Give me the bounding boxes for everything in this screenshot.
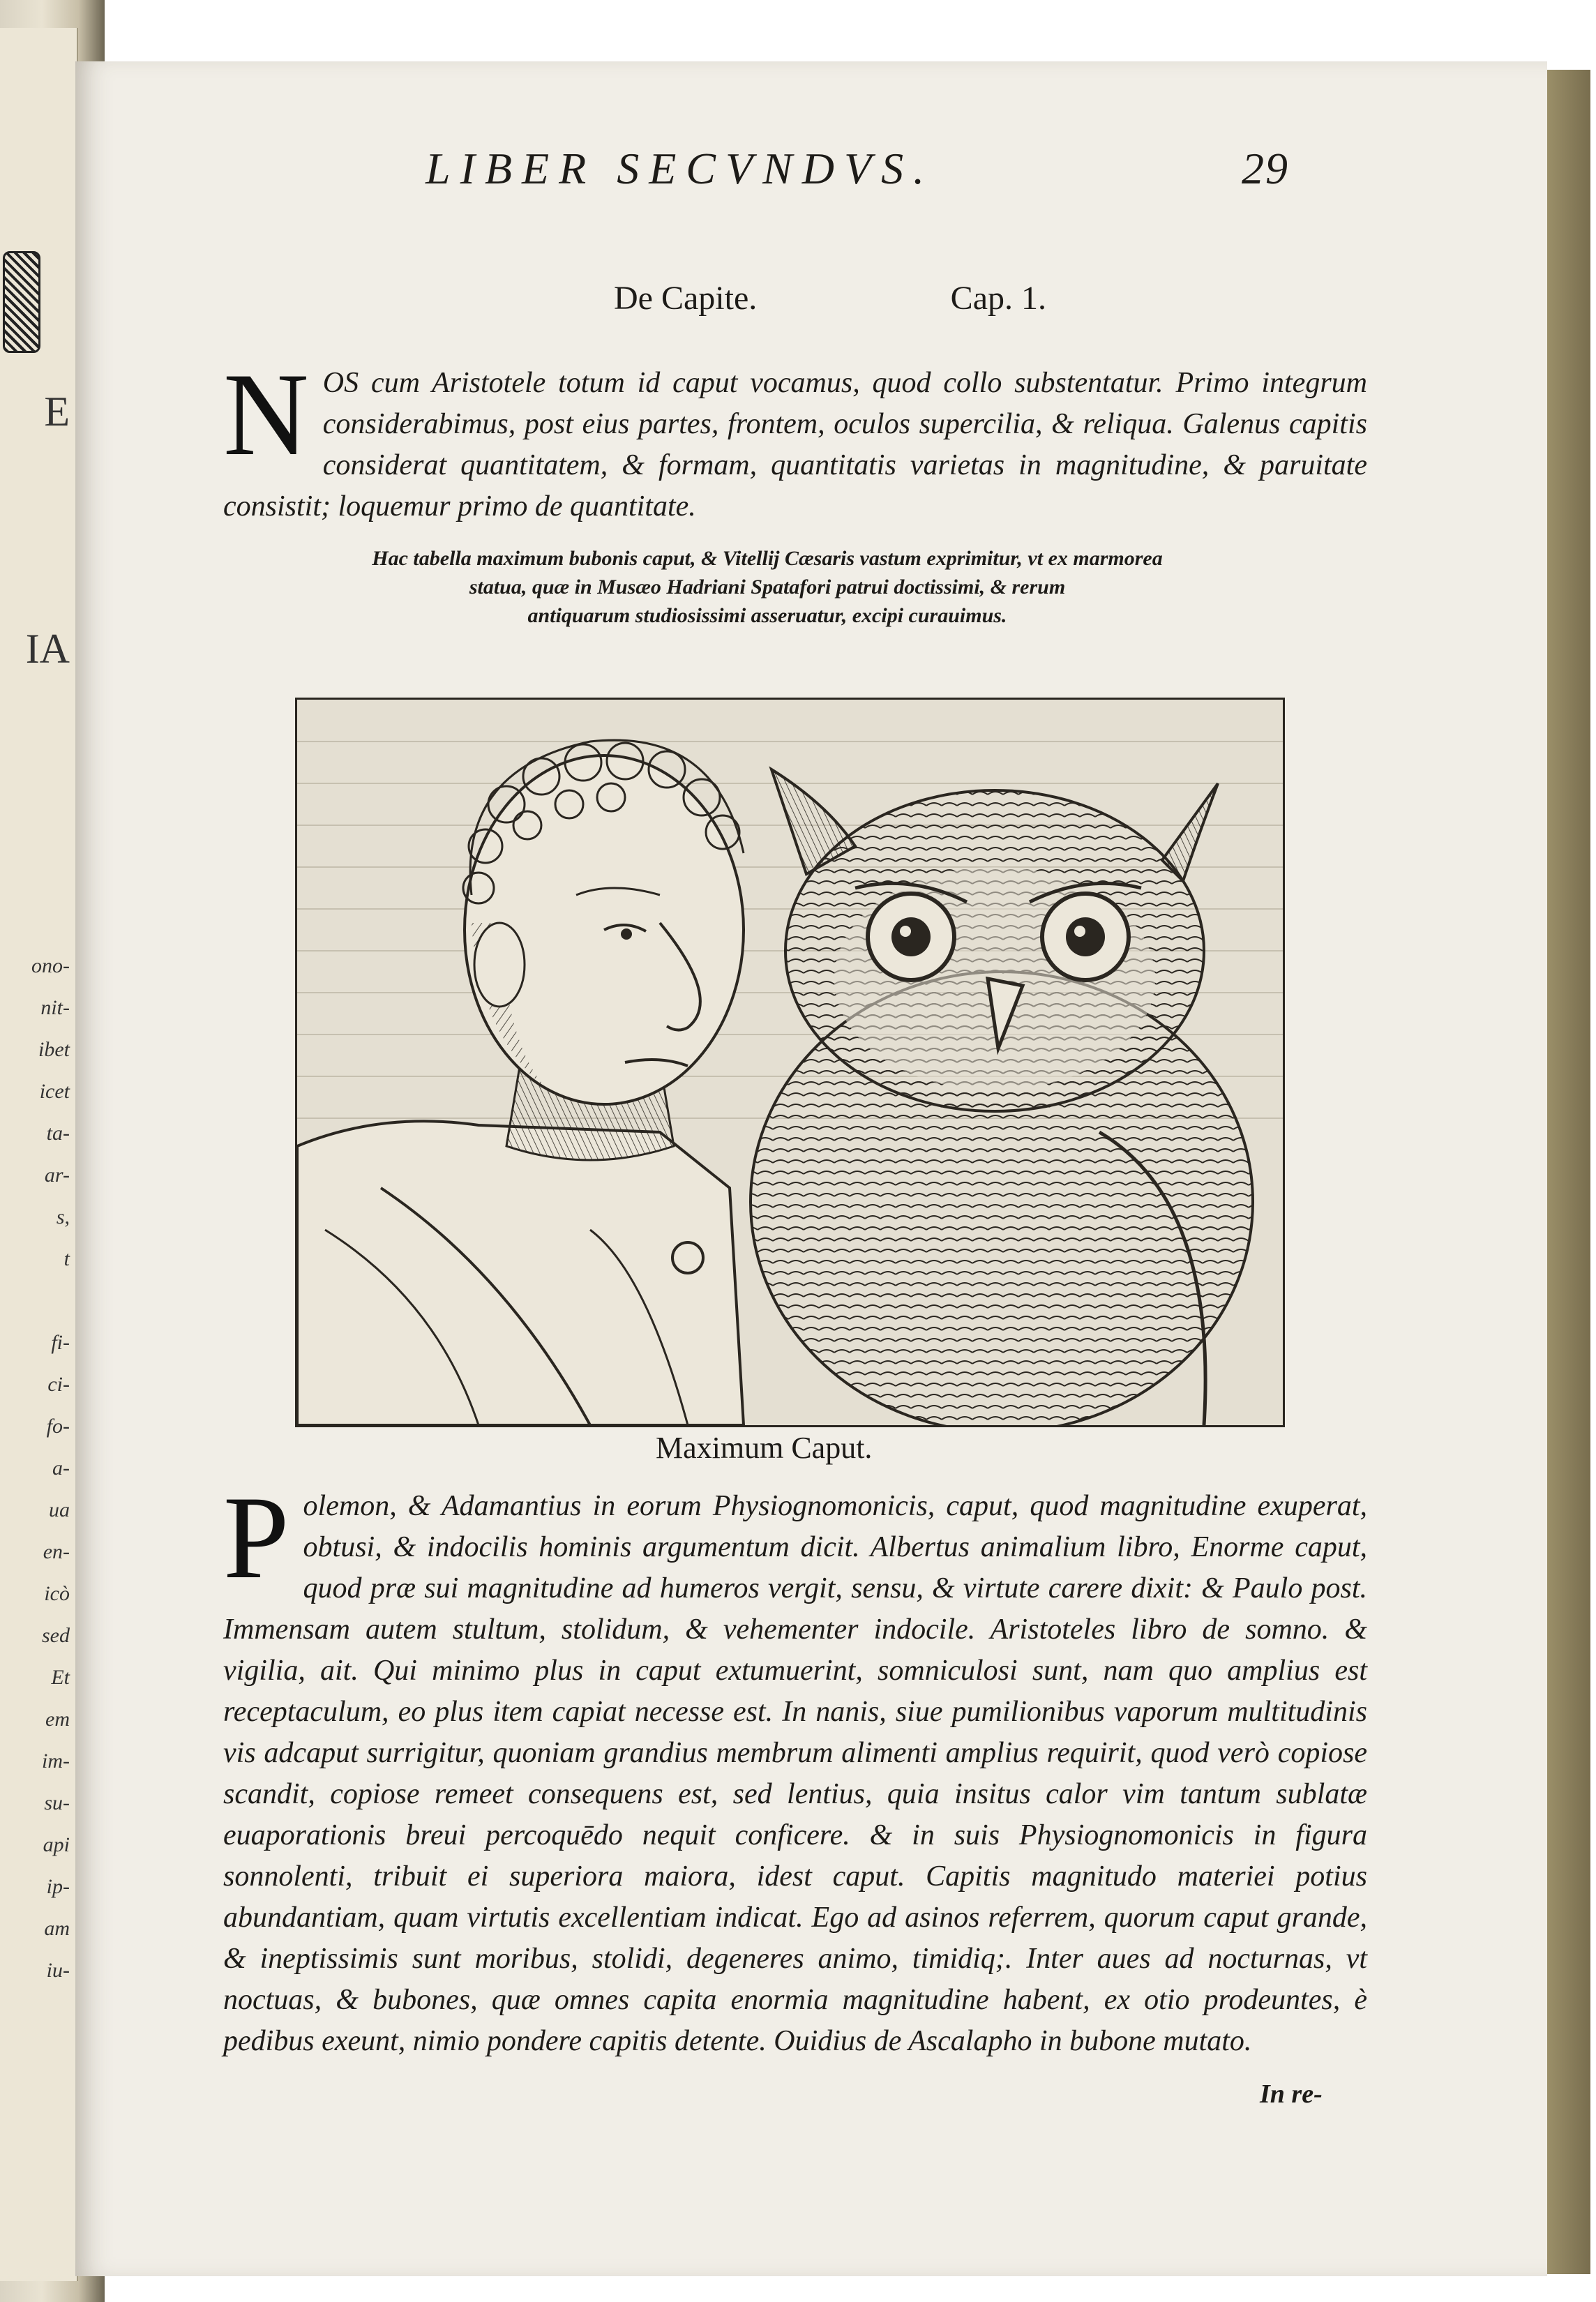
plate-caption [349,544,1186,630]
plate-label: Maximum Caput. [656,1431,873,1465]
left-fragment: fi- [51,1331,70,1354]
left-ornament [3,251,40,353]
left-fragment: Et [51,1666,70,1689]
left-fragment: IA [25,626,70,672]
left-fragment: ci- [47,1373,70,1396]
left-fragment: icet [39,1080,70,1103]
left-fragment: sed [42,1624,70,1647]
left-page-edge [0,28,78,2281]
left-fragment: ua [49,1498,70,1521]
dropcap-n: N [223,349,309,480]
left-fragment: nit- [40,996,70,1019]
chapter-number: Cap. 1. [950,280,1046,317]
body-text: olemon, & Adamantius in eorum Physiognomonicis, caput, quod magnitudine exuperat, obtusi, & indocilis hominis argumentum dicit. Albertus animalium libro, Enorme caput, quod præ sui magnitudine ad humeros vergit, sensu, & virtute carere dixit: & Paulo post. Immensam autem stultum, stolidum, & vehementer indocile. Aristoteles libro de somno. & vigilia, ait. Qui minimo plus in caput extumuerint, somniculosi sunt, nam quo amplius est receptaculum, eo plus item capiat necesse est. In nanis, siue pumilionibus vaporum multitudinis vis adcaput surrigitur, quoniam grandius membrum alimenti amplius requirit, quod verò copiose scandit, copiose remeet consequens est, sed lentius, quia insitus calor vim tantum sublatæ euaporationis breui percoquēdo nequit conficere. & in suis Physiognomonicis in figura sonnolenti, tribuit ei superiora maiora, idest caput. Capitis magnitudo materiei potius abundantiam, quam virtutis excellentiam indicat. Ego ad asinos referrem, quorum caput grande, & ineptissimis sunt moribus, stolidi, degeneres animo, timidiq;. Inter aues ad nocturnas, vt noctuas, & bubones, quæ omnes capita enormia magnitudine habent, ex otio prodeuntes, è pedibus exeunt, nimio pondere capitis detente. Ouidius de Ascalapho in bubone mutato. [223,1490,1367,2057]
left-fragment: icò [44,1582,70,1605]
page-number: 29 [1242,144,1289,193]
left-fragment: ibet [38,1038,70,1061]
toga-shape [297,1121,744,1425]
left-fragment: fo- [46,1415,70,1438]
left-fragment: ta- [46,1122,70,1145]
left-fragment: ono- [31,954,70,977]
left-fragment: api [43,1833,70,1856]
body-paragraph [223,1472,1367,2062]
caption-line: Hac tabella maximum bubonis caput, & Vitellij Cæsaris vastum exprimitur, vt ex marmorea [372,547,1163,570]
left-fragment: iu- [46,1959,70,1982]
left-fragment: s, [56,1205,70,1228]
left-fragment: E [44,389,70,435]
left-fragment: ar- [44,1164,70,1187]
caption-line: antiquarum studiosissimi asseruatur, excipi curauimus. [527,604,1007,627]
engraving-illustration [297,700,1283,1425]
left-fragment: em [45,1708,70,1731]
intro-text: OS cum Aristotele totum id caput vocamus, quod collo substentatur. Primo integrum considerabimus, post eius partes, frontem, oculos supercilia, & reliqua. Galenus capitis considerat quantitatem, & formam, quantitatis varietas in magnitudine, & paruitate consistit; loquemur primo de quantitate. [223,367,1367,522]
running-title: LIBER SECVNDVS. [426,144,935,193]
intro-paragraph [223,349,1367,527]
chapter-title: De Capite. [614,280,758,317]
left-fragment: a- [52,1457,70,1480]
chapter-heading [614,279,1046,317]
engraving-plate [295,698,1285,1427]
left-fragment: ip- [46,1875,70,1898]
dropcap-p: P [223,1472,289,1603]
left-fragment: t [63,1247,70,1270]
caption-line: statua, quæ in Musæo Hadriani Spatafori patrui doctissimi, & rerum [469,576,1066,599]
catchword: In re- [1260,2079,1323,2109]
left-fragment: su- [44,1791,70,1814]
left-fragment: en- [43,1540,70,1563]
left-fragment: am [44,1917,70,1940]
left-fragment: im- [42,1750,70,1773]
